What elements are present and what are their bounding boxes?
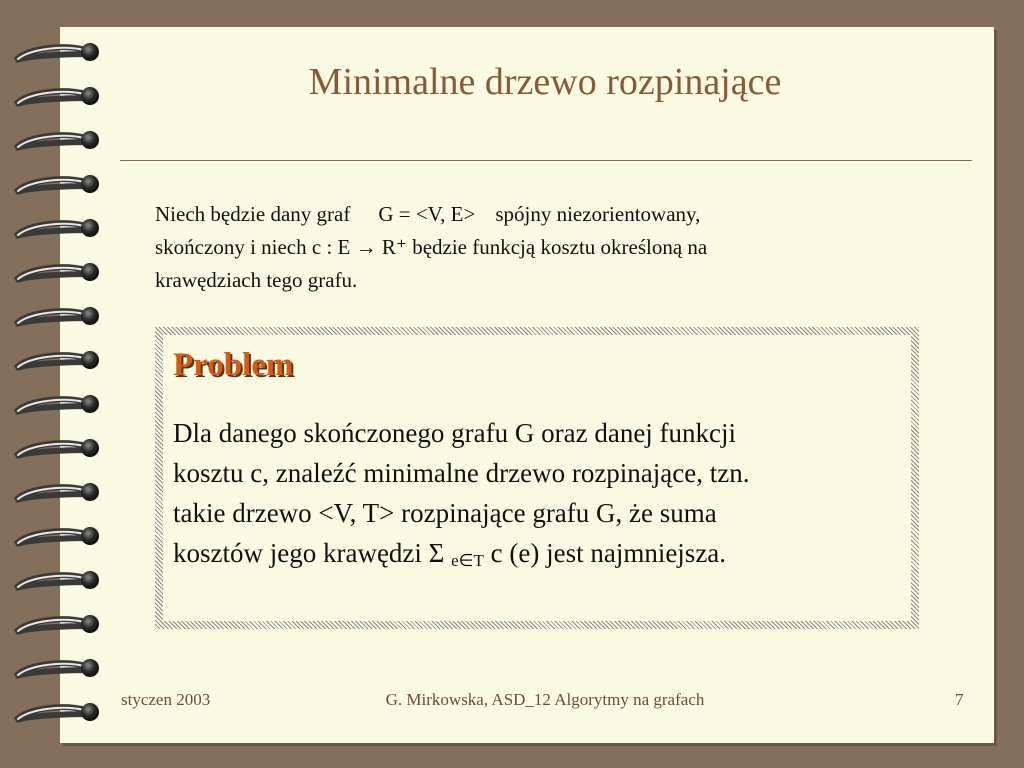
intro-paragraph <box>155 198 935 297</box>
intro-line-2: skończony i niech c : E → R⁺ będzie funkcją kosztu określoną na <box>155 235 708 259</box>
intro-text-1: Niech będzie dany graf <box>155 202 351 226</box>
binding-ring <box>16 263 99 281</box>
problem-box <box>155 327 919 629</box>
binding-ring <box>16 395 99 413</box>
footer-page-number: 7 <box>955 690 964 709</box>
binding-ring <box>16 351 99 369</box>
problem-line-2: kosztu c, znaleźć minimalne drzewo rozpinające, tzn. <box>173 458 750 488</box>
binding-ring <box>16 703 99 721</box>
footer-author: G. Mirkowska, ASD_12 Algorytmy na grafach <box>385 690 705 709</box>
binding-ring <box>16 307 99 325</box>
problem-line-1: Dla danego skończonego grafu G oraz danej funkcji <box>173 418 737 448</box>
intro-graph-notation: G = <V, E> <box>378 202 476 226</box>
problem-heading: Problem <box>173 347 294 383</box>
problem-statement <box>173 413 913 581</box>
binding-ring <box>16 439 99 457</box>
intro-line-3: krawędziach tego grafu. <box>155 268 358 292</box>
binding-ring <box>16 571 99 589</box>
problem-box-inner <box>163 335 911 621</box>
binding-ring <box>16 175 99 193</box>
problem-line-4a: kosztów jego krawędzi Σ <box>173 538 445 568</box>
binding-ring <box>16 527 99 545</box>
binding-ring <box>16 131 99 149</box>
intro-text-2: spójny niezorientowany, <box>495 202 701 226</box>
slide-title: Minimalne drzewo rozpinające <box>308 61 782 103</box>
problem-line-4b: c (e) jest najmniejsza. <box>490 538 727 568</box>
footer-date: styczen 2003 <box>121 690 211 709</box>
binding-ring <box>16 483 99 501</box>
binding-ring <box>16 219 99 237</box>
sum-subscript: e∈T <box>451 551 484 570</box>
binding-ring <box>16 43 99 61</box>
binding-ring <box>16 87 99 105</box>
title-divider <box>120 160 972 161</box>
binding-ring <box>16 615 99 633</box>
binding-ring <box>16 659 99 677</box>
spiral-binding <box>8 30 108 740</box>
problem-line-3: takie drzewo <V, T> rozpinające grafu G, że suma <box>173 498 717 528</box>
